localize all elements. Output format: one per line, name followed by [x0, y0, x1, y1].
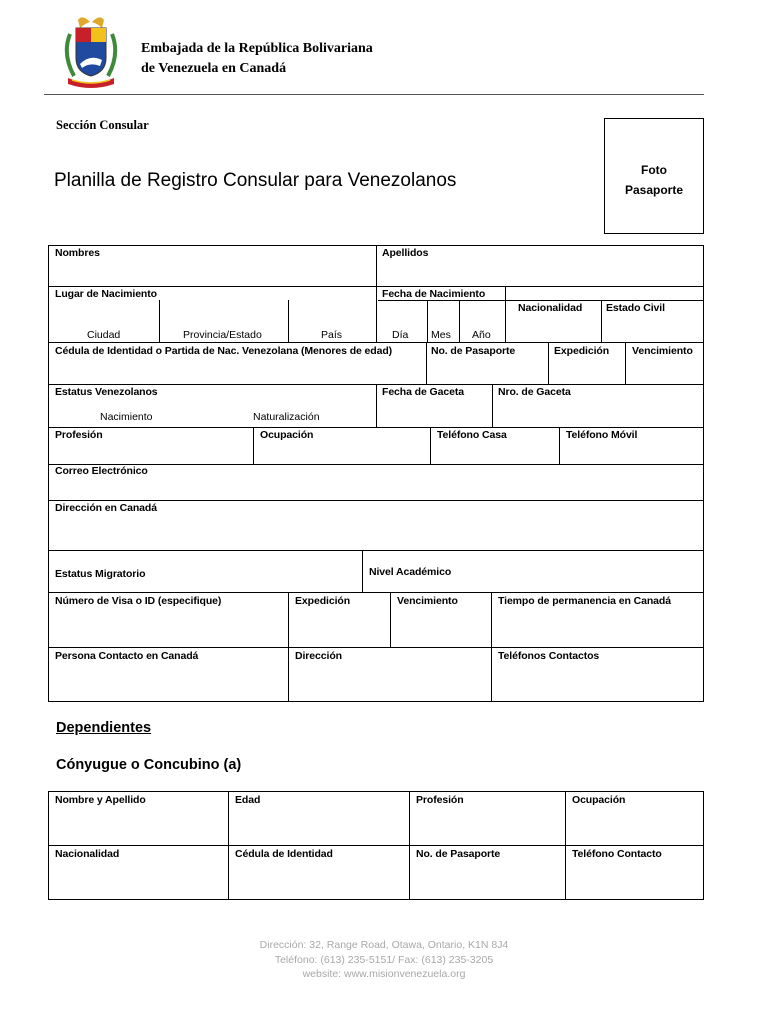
dep-field-telefono[interactable]: Teléfono Contacto — [572, 848, 662, 860]
field-nivel-academico[interactable]: Nivel Académico — [369, 566, 452, 578]
field-expedicion[interactable]: Expedición — [554, 345, 610, 357]
field-fecha-nacimiento[interactable]: Fecha de Nacimiento — [382, 288, 486, 300]
dep-field-nacionalidad[interactable]: Nacionalidad — [55, 848, 120, 860]
spouse-subheading: Cónyugue o Concubino (a) — [56, 757, 242, 773]
field-pasaporte[interactable]: No. de Pasaporte — [431, 345, 516, 357]
field-correo[interactable]: Correo Electrónico — [55, 465, 148, 477]
field-estado-civil[interactable]: Estado Civil — [606, 302, 665, 314]
col-divider — [565, 791, 566, 900]
col-divider — [228, 791, 229, 900]
field-nacionalidad[interactable]: Nacionalidad — [518, 302, 583, 314]
subfield-anio: Año — [472, 329, 491, 341]
page-title: Planilla de Registro Consular para Venezolanos — [54, 170, 457, 191]
dep-field-profesion[interactable]: Profesión — [416, 794, 464, 806]
dep-field-ocupacion[interactable]: Ocupación — [572, 794, 626, 806]
option-naturalizacion[interactable]: Naturalización — [253, 411, 320, 423]
col-divider — [409, 791, 410, 900]
dep-field-cedula[interactable]: Cédula de Identidad — [235, 848, 333, 860]
dep-field-nombre-apellido[interactable]: Nombre y Apellido — [55, 794, 146, 806]
field-direccion[interactable]: Dirección — [295, 650, 342, 662]
field-telefonos-contactos[interactable]: Teléfonos Contactos — [498, 650, 600, 662]
footer-phone: Teléfono: (613) 235-5151/ Fax: (613) 235-3205 — [274, 954, 494, 966]
field-estatus-migratorio[interactable]: Estatus Migratorio — [55, 568, 146, 580]
field-direccion-canada[interactable]: Dirección en Canadá — [55, 502, 157, 514]
field-profesion[interactable]: Profesión — [55, 429, 103, 441]
table-border-top — [48, 791, 704, 792]
embassy-name-line2: de Venezuela en Canadá — [141, 61, 287, 76]
subfield-provincia: Provincia/Estado — [183, 329, 262, 341]
field-cedula[interactable]: Cédula de Identidad o Partida de Nac. Venezolana (Menores de edad) — [55, 345, 393, 357]
subfield-dia: Día — [392, 329, 409, 341]
footer-address: Dirección: 32, Range Road, Otawa, Ontario, K1N 8J4 — [259, 939, 509, 951]
dep-field-pasaporte[interactable]: No. de Pasaporte — [416, 848, 501, 860]
table-border-left — [48, 791, 49, 900]
field-telefono-casa[interactable]: Teléfono Casa — [437, 429, 507, 441]
field-persona-contacto[interactable]: Persona Contacto en Canadá — [55, 650, 199, 662]
row-divider — [48, 845, 704, 846]
field-vencimiento-visa[interactable]: Vencimiento — [397, 595, 458, 607]
subfield-pais: País — [321, 329, 343, 341]
field-telefono-movil[interactable]: Teléfono Móvil — [566, 429, 638, 441]
field-nombres[interactable]: Nombres — [55, 247, 100, 259]
field-ocupacion[interactable]: Ocupación — [260, 429, 314, 441]
field-expedicion-visa[interactable]: Expedición — [295, 595, 351, 607]
table-border-bottom — [48, 899, 704, 900]
field-vencimiento[interactable]: Vencimiento — [632, 345, 693, 357]
embassy-name-line1: Embajada de la República Bolivariana — [141, 41, 373, 56]
photo-box-line1: Foto — [641, 163, 667, 177]
option-nacimiento[interactable]: Nacimiento — [100, 411, 153, 423]
section-label: Sección Consular — [56, 118, 149, 132]
field-tiempo-permanencia[interactable]: Tiempo de permanencia en Canadá — [498, 595, 671, 607]
dep-field-edad[interactable]: Edad — [235, 794, 261, 806]
field-numero-visa[interactable]: Número de Visa o ID (especifique) — [55, 595, 222, 607]
photo-box-line2: Pasaporte — [624, 183, 684, 197]
field-fecha-gaceta[interactable]: Fecha de Gaceta — [382, 386, 464, 398]
field-estatus-venezolanos[interactable]: Estatus Venezolanos — [55, 386, 158, 398]
subfield-ciudad: Ciudad — [87, 329, 121, 341]
dependientes-heading: Dependientes — [56, 720, 152, 736]
subfield-mes: Mes — [431, 329, 451, 341]
field-apellidos[interactable]: Apellidos — [382, 247, 429, 259]
field-nro-gaceta[interactable]: Nro. de Gaceta — [498, 386, 571, 398]
field-lugar-nacimiento[interactable]: Lugar de Nacimiento — [55, 288, 157, 300]
table-border-right — [703, 791, 704, 900]
footer-website[interactable]: website: www.misionvenezuela.org — [302, 968, 466, 980]
